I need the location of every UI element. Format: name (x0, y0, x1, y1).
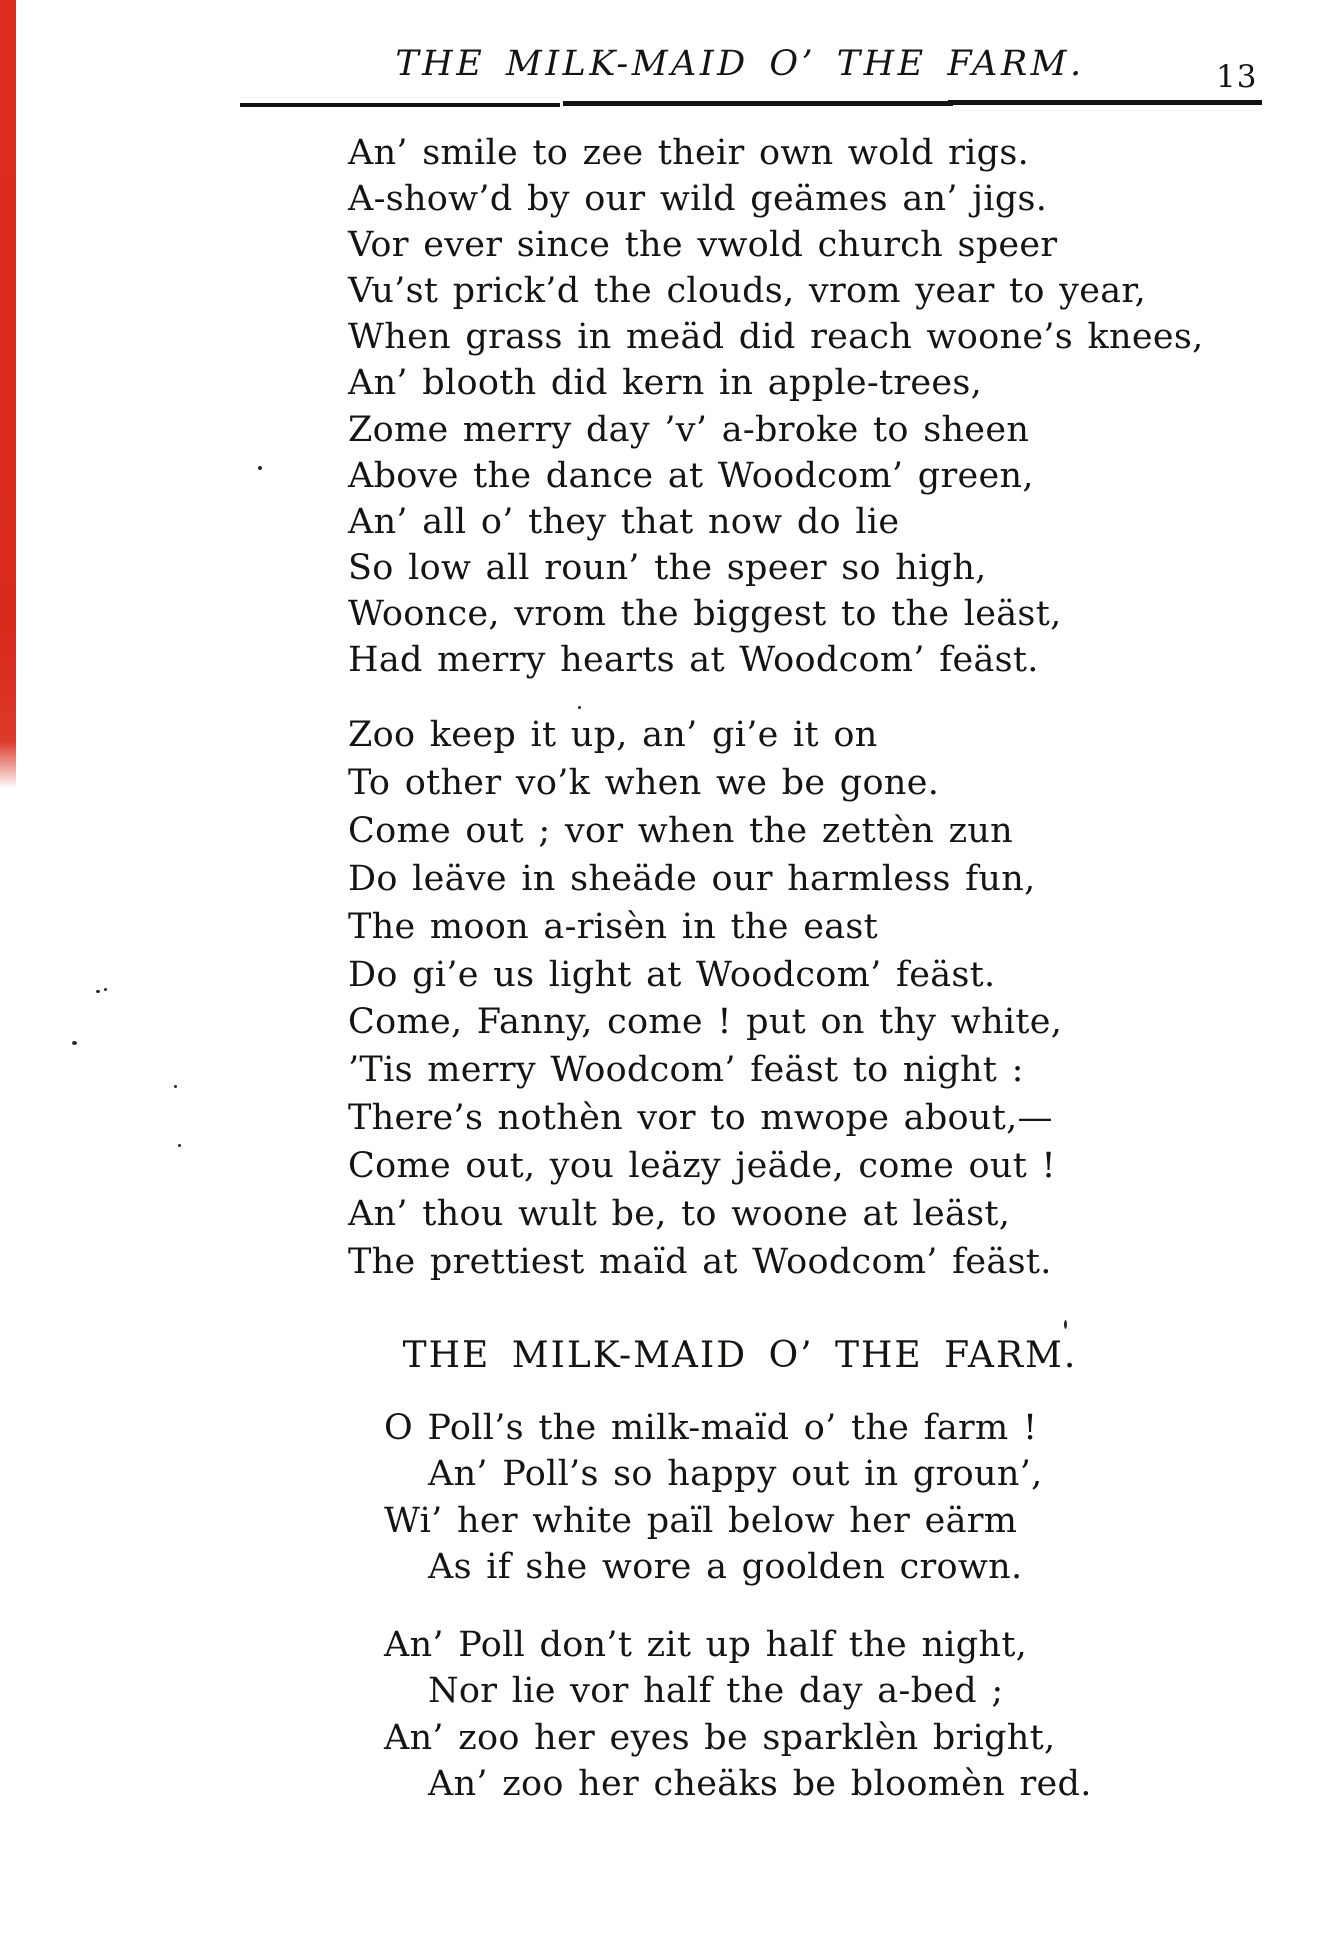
header-rule (240, 103, 560, 107)
poem-line: O Poll’s the milk-maïd o’ the farm ! (384, 1408, 1038, 1448)
poem-line: So low all roun’ the speer so high, (348, 547, 987, 588)
poem-line: An’ Poll don’t zit up half the night, (384, 1625, 1028, 1665)
poem-line: An’ all o’ they that now do lie (348, 501, 900, 542)
poem-stanza (384, 1405, 1043, 1590)
poem-line: The moon a-risèn in the east (348, 906, 878, 947)
poem-line: The prettiest maïd at Woodcom’ feäst. (348, 1241, 1052, 1282)
poem-line: Wi’ her white païl below her eärm (384, 1500, 1018, 1541)
poem-line: An’ Poll’s so happy out in groun’, (428, 1454, 1043, 1495)
running-header: THE MILK-MAID O’ THE FARM. (395, 44, 1085, 84)
book-edge-red-strip (0, 0, 16, 789)
poem-line: An’ zoo her eyes be sparklèn bright, (384, 1717, 1056, 1758)
poem-stanza (348, 130, 1204, 683)
poem-line: Come, Fanny, come ! put on thy white, (348, 1002, 1063, 1043)
poem-title: THE MILK-MAID O’ THE FARM. (402, 1335, 1078, 1376)
poem-line: As if she wore a goolden crown. (428, 1546, 1023, 1587)
poem-line: Come out, you leäzy jeäde, come out ! (348, 1146, 1056, 1187)
poem-line: An’ smile to zee their own wold rigs. (348, 133, 1030, 173)
poem-line: Above the dance at Woodcom’ green, (348, 455, 1034, 496)
poem-line: Vu’st prick’d the clouds, vrom year to year, (348, 271, 1147, 312)
ink-speck (174, 1085, 177, 1088)
ink-speck (578, 706, 581, 709)
poem-line: ’Tis merry Woodcom’ feäst to night : (348, 1050, 1024, 1091)
poem-line: To other vo’k when we be gone. (348, 762, 940, 803)
ink-speck (96, 990, 100, 993)
page-number: 13 (1216, 59, 1258, 95)
ink-speck (178, 1144, 181, 1147)
ink-speck (72, 1041, 77, 1045)
poem-line: An’ thou wult be, to woone at leäst, (348, 1194, 1011, 1235)
poem-line: Zoo keep it up, an’ gi’e it on (348, 715, 878, 755)
poem-line: There’s nothèn vor to mwope about,— (348, 1098, 1053, 1139)
poem-line: Do gi’e us light at Woodcom’ feäst. (348, 954, 996, 995)
poem-stanza (348, 712, 1062, 1287)
poem-line: A-show’d by our wild geämes an’ jigs. (348, 179, 1048, 220)
poem-line: When grass in meäd did reach woone’s knees, (348, 317, 1204, 358)
header-rule (948, 100, 1262, 105)
poem-line: Had merry hearts at Woodcom’ feäst. (348, 640, 1039, 681)
poem-line: Woonce, vrom the biggest to the leäst, (348, 593, 1062, 634)
poem-line: Nor lie vor half the day a-bed ; (428, 1671, 1004, 1712)
poem-line: Vor ever since the vwold church speer (348, 225, 1058, 266)
poem-line: Come out ; vor when the zettèn zun (348, 810, 1014, 851)
poem-line: An’ blooth did kern in apple-trees, (348, 363, 983, 404)
poem-line: Do leäve in sheäde our harmless fun, (348, 858, 1036, 899)
ink-speck (104, 988, 107, 991)
poem-line: Zome merry day ’v’ a-broke to sheen (348, 409, 1030, 450)
header-rule (563, 101, 953, 106)
ink-speck (258, 466, 262, 470)
poem-stanza (384, 1622, 1092, 1807)
poem-line: An’ zoo her cheäks be bloomèn red. (428, 1763, 1092, 1804)
ink-speck (1064, 1320, 1067, 1329)
